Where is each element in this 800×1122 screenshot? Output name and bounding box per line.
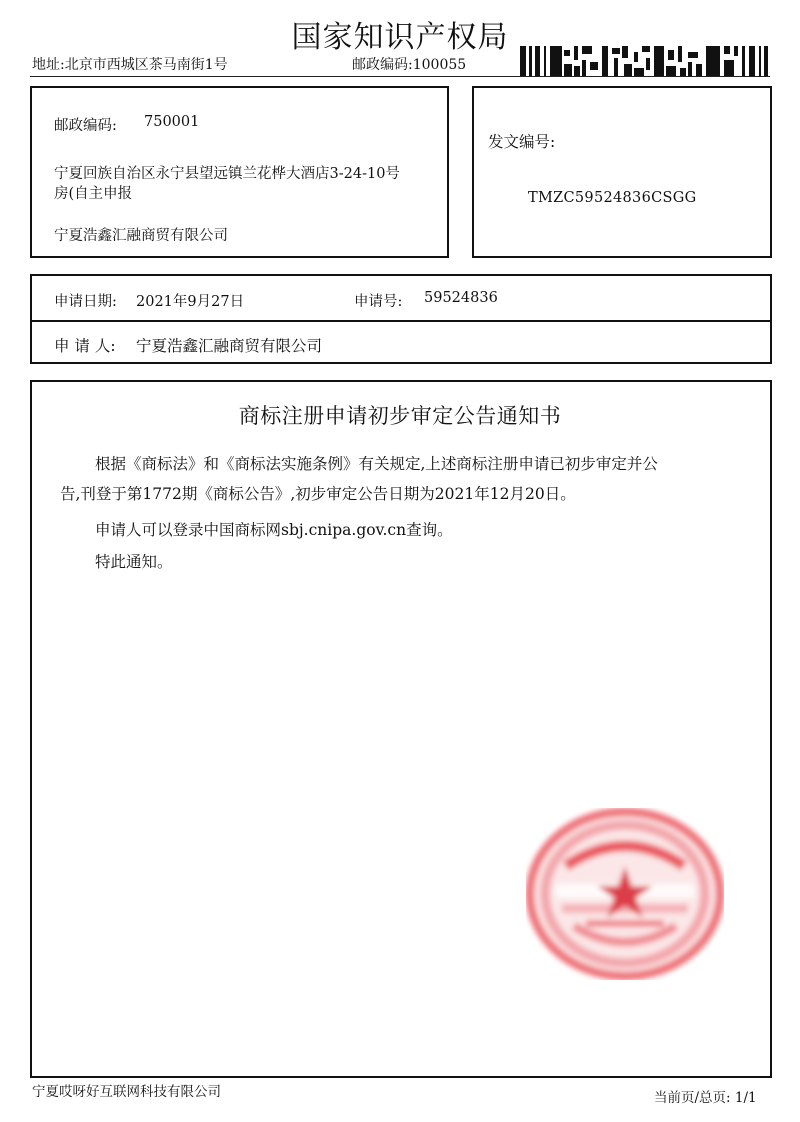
recipient-address-line2: 房(自主申报	[54, 186, 133, 202]
doc-number-box	[472, 86, 772, 258]
barcode-icon	[520, 46, 768, 76]
application-number: 59524836	[424, 290, 498, 306]
footer-page-indicator: 当前页/总页: 1/1	[654, 1090, 757, 1106]
application-row-divider	[32, 320, 770, 322]
office-address: 地址:北京市西城区茶马南街1号	[32, 57, 228, 73]
recipient-postcode-label: 邮政编码:	[54, 118, 117, 134]
application-date-label: 申请日期:	[54, 294, 117, 310]
recipient-box	[30, 86, 449, 258]
applicant-name: 宁夏浩鑫汇融商贸有限公司	[136, 337, 323, 355]
header-divider	[30, 76, 770, 77]
notice-paragraph-3: 特此通知。	[95, 553, 173, 571]
applicant-label: 申 请 人:	[54, 337, 116, 355]
recipient-address-line1: 宁夏回族自治区永宁县望远镇兰花桦大酒店3-24-10号	[54, 166, 400, 182]
doc-number-label: 发文编号:	[488, 133, 556, 151]
office-title: 国家知识产权局	[291, 20, 509, 55]
footer-agency: 宁夏哎呀好互联网科技有限公司	[32, 1084, 221, 1100]
doc-number-value: TMZC59524836CSGG	[528, 190, 697, 206]
notice-paragraph-2: 申请人可以登录中国商标网sbj.cnipa.gov.cn查询。	[95, 521, 453, 539]
recipient-company: 宁夏浩鑫汇融商贸有限公司	[54, 228, 228, 244]
recipient-postcode: 750001	[144, 114, 200, 130]
application-info-box	[30, 274, 772, 364]
application-date: 2021年9月27日	[136, 294, 245, 310]
notice-paragraph-1-line-1: 根据《商标法》和《商标法实施条例》有关规定,上述商标注册申请已初步审定并公	[95, 455, 658, 473]
application-number-label: 申请号:	[354, 294, 403, 310]
office-postcode: 邮政编码:100055	[352, 57, 467, 73]
official-seal-icon	[526, 808, 724, 980]
notice-title: 商标注册申请初步审定公告通知书	[238, 404, 562, 428]
notice-paragraph-1-line-2: 告,刊登于第1772期《商标公告》,初步审定公告日期为2021年12月20日。	[60, 485, 576, 503]
